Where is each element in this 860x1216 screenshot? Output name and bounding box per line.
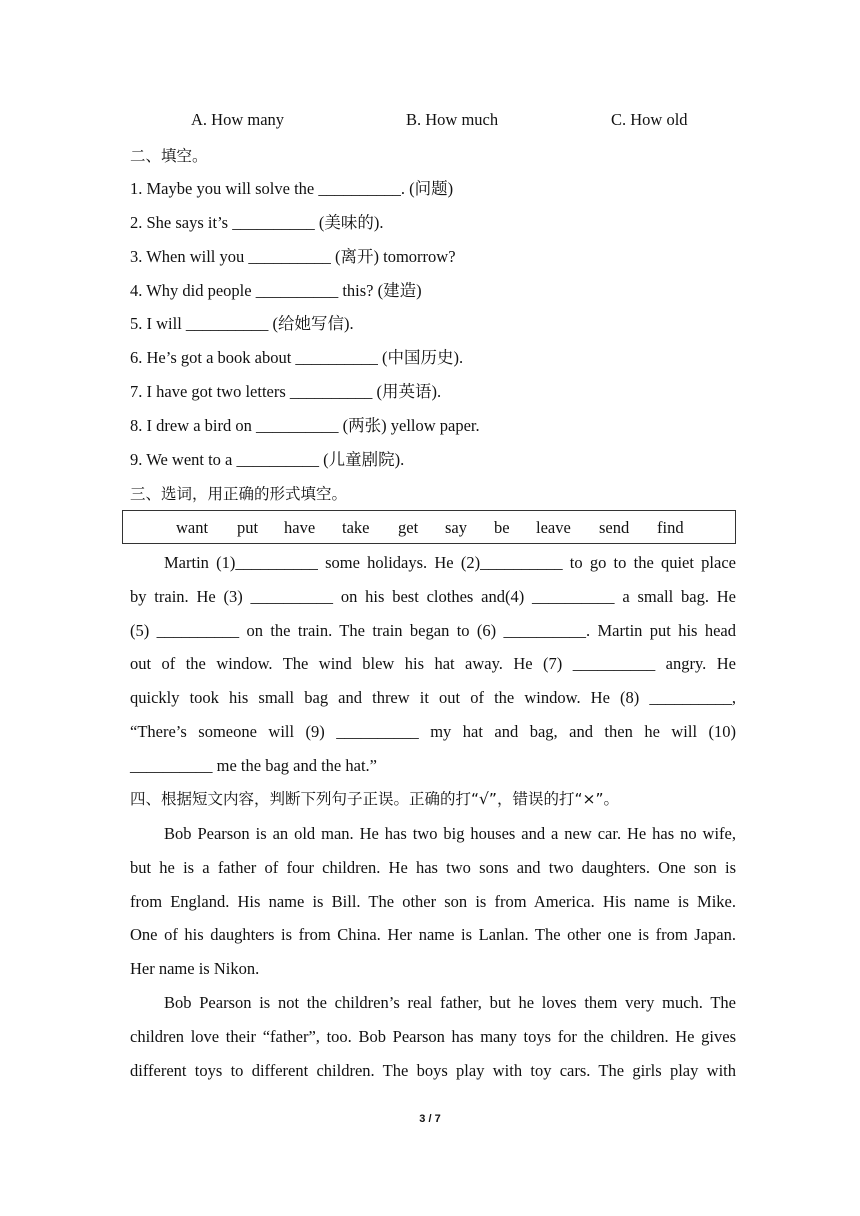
passage-line: quickly took his small bag and threw it out of the window. He (8) __________, bbox=[130, 688, 736, 708]
paragraph-line: different toys to different children. The boys play with toy cars. The girls play with bbox=[130, 1060, 736, 1080]
section-4-title: 四、根据短文内容，判断下列句子正误。正确的打“√”，错误的打“×”。 bbox=[130, 790, 619, 808]
passage-line: “There’s someone will (9) __________ my hat and bag, and then he will (10) bbox=[130, 721, 736, 741]
paragraph-line: children love their “father”, too. Bob Pearson has many toys for the children. He gives bbox=[130, 1026, 736, 1046]
section-3-title: 三、选词，用正确的形式填空。 bbox=[130, 485, 348, 503]
page-number: 3 / 7 bbox=[419, 1113, 441, 1125]
paragraph-line: Bob Pearson is not the children’s real father, but he loves them very much. The bbox=[164, 993, 736, 1012]
fill-blank-item: 8. I drew a bird on __________ (两张) yellow paper. bbox=[130, 416, 480, 435]
fill-blank-item: 5. I will __________ (给她写信). bbox=[130, 314, 354, 333]
option-b: B. How much bbox=[406, 110, 499, 129]
word-bank-word: send bbox=[599, 518, 630, 537]
option-a: A. How many bbox=[191, 110, 285, 129]
word-bank-word: be bbox=[494, 518, 510, 537]
passage-line: out of the window. The wind blew his hat away. He (7) __________ angry. He bbox=[130, 654, 736, 674]
fill-blank-item: 9. We went to a __________ (儿童剧院). bbox=[130, 450, 405, 469]
fill-blank-item: 3. When will you __________ (离开) tomorrow? bbox=[130, 247, 456, 266]
section-2-title: 二、填空。 bbox=[130, 147, 208, 165]
reading-paragraph-1 bbox=[130, 817, 736, 986]
paragraph-line: One of his daughters is from China. Her name is Lanlan. The other one is from Japan. bbox=[130, 925, 736, 945]
paragraph-line: from England. His name is Bill. The other son is from America. His name is Mike. bbox=[130, 891, 736, 911]
fill-blank-item: 7. I have got two letters __________ (用英语). bbox=[130, 382, 442, 401]
word-bank-word: put bbox=[237, 518, 259, 537]
word-bank-word: leave bbox=[536, 518, 571, 537]
reading-paragraph-2 bbox=[130, 986, 736, 1087]
fill-blank-item: 1. Maybe you will solve the __________. (问题) bbox=[130, 179, 454, 198]
word-bank-word: want bbox=[176, 518, 209, 537]
fill-blank-item: 4. Why did people __________ this? (建造) bbox=[130, 281, 422, 300]
answer-options-row bbox=[0, 110, 860, 134]
cloze-passage bbox=[130, 546, 736, 783]
word-bank-word: say bbox=[445, 518, 467, 537]
passage-line: Martin (1)__________ some holidays. He (2)__________ to go to the quiet place bbox=[164, 553, 736, 572]
passage-line: by train. He (3) __________ on his best clothes and(4) __________ a small bag. He bbox=[130, 586, 736, 606]
paragraph-line: Bob Pearson is an old man. He has two big houses and a new car. He has no wife, bbox=[164, 824, 736, 843]
word-bank-word: take bbox=[342, 518, 370, 537]
passage-line: __________ me the bag and the hat.” bbox=[130, 755, 377, 775]
passage-line: (5) __________ on the train. The train began to (6) __________. Martin put his head bbox=[130, 620, 736, 640]
word-bank-word: have bbox=[284, 518, 316, 537]
paragraph-line: but he is a father of four children. He has two sons and two daughters. One son is bbox=[130, 857, 736, 877]
option-c: C. How old bbox=[611, 110, 688, 129]
fill-blank-item: 2. She says it’s __________ (美味的). bbox=[130, 213, 384, 232]
fill-blank-item: 6. He’s got a book about __________ (中国历史). bbox=[130, 348, 464, 367]
paragraph-line: Her name is Nikon. bbox=[130, 959, 260, 979]
word-bank-word: find bbox=[657, 518, 684, 537]
word-bank-word: get bbox=[398, 518, 419, 537]
word-bank-box bbox=[122, 510, 736, 544]
